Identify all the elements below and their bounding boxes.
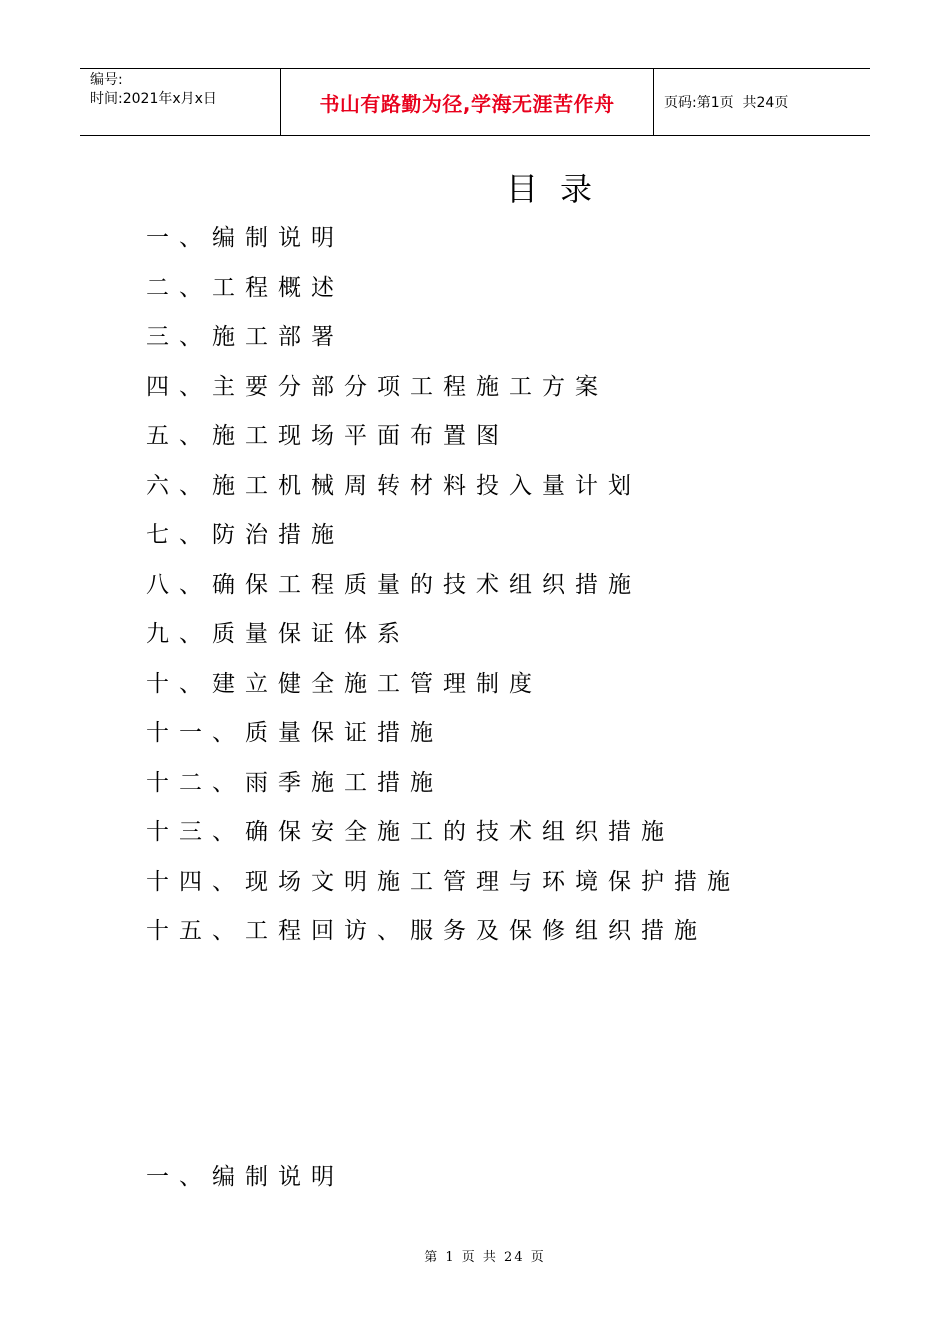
- header-page-text: 页码:第1页 共24页: [664, 95, 789, 111]
- toc-item: 十一、质量保证措施: [146, 720, 443, 746]
- toc-item: 十三、确保安全施工的技术组织措施: [146, 819, 674, 845]
- toc-item: 八、确保工程质量的技术组织措施: [146, 571, 641, 598]
- toc-item: 九、质量保证体系: [146, 621, 410, 647]
- toc-item: 五、施工现场平面布置图: [146, 423, 509, 449]
- toc-item: 十、建立健全施工管理制度: [146, 670, 542, 697]
- toc-item: 六、施工机械周转材料投入量计划: [146, 472, 641, 499]
- document-number-label: 编号:: [90, 72, 123, 88]
- toc-item: 十五、工程回访、服务及保修组织措施: [146, 918, 707, 944]
- document-time-label: 时间:2021年x月x日: [90, 91, 217, 107]
- toc-item: 三、施工部署: [146, 324, 344, 350]
- toc-item: 十二、雨季施工措施: [146, 769, 443, 796]
- toc-item: 七、防治措施: [146, 522, 344, 548]
- toc-item: 二、工程概述: [146, 274, 344, 301]
- document-header: [80, 68, 870, 136]
- toc-list: [146, 220, 740, 963]
- toc-item: 一、编制说明: [146, 225, 344, 251]
- toc-title: 目录: [505, 170, 614, 208]
- toc-item: 十四、现场文明施工管理与环境保护措施: [146, 868, 740, 895]
- toc-item: 四、主要分部分项工程施工方案: [146, 373, 608, 400]
- header-meta: [80, 69, 281, 135]
- page-footer: 第 1 页 共 24 页: [424, 1250, 546, 1265]
- section-heading: 一、编制说明: [146, 1164, 344, 1190]
- header-page-info: [654, 69, 870, 135]
- header-motto: 书山有路勤为径,学海无涯苦作舟: [281, 69, 654, 135]
